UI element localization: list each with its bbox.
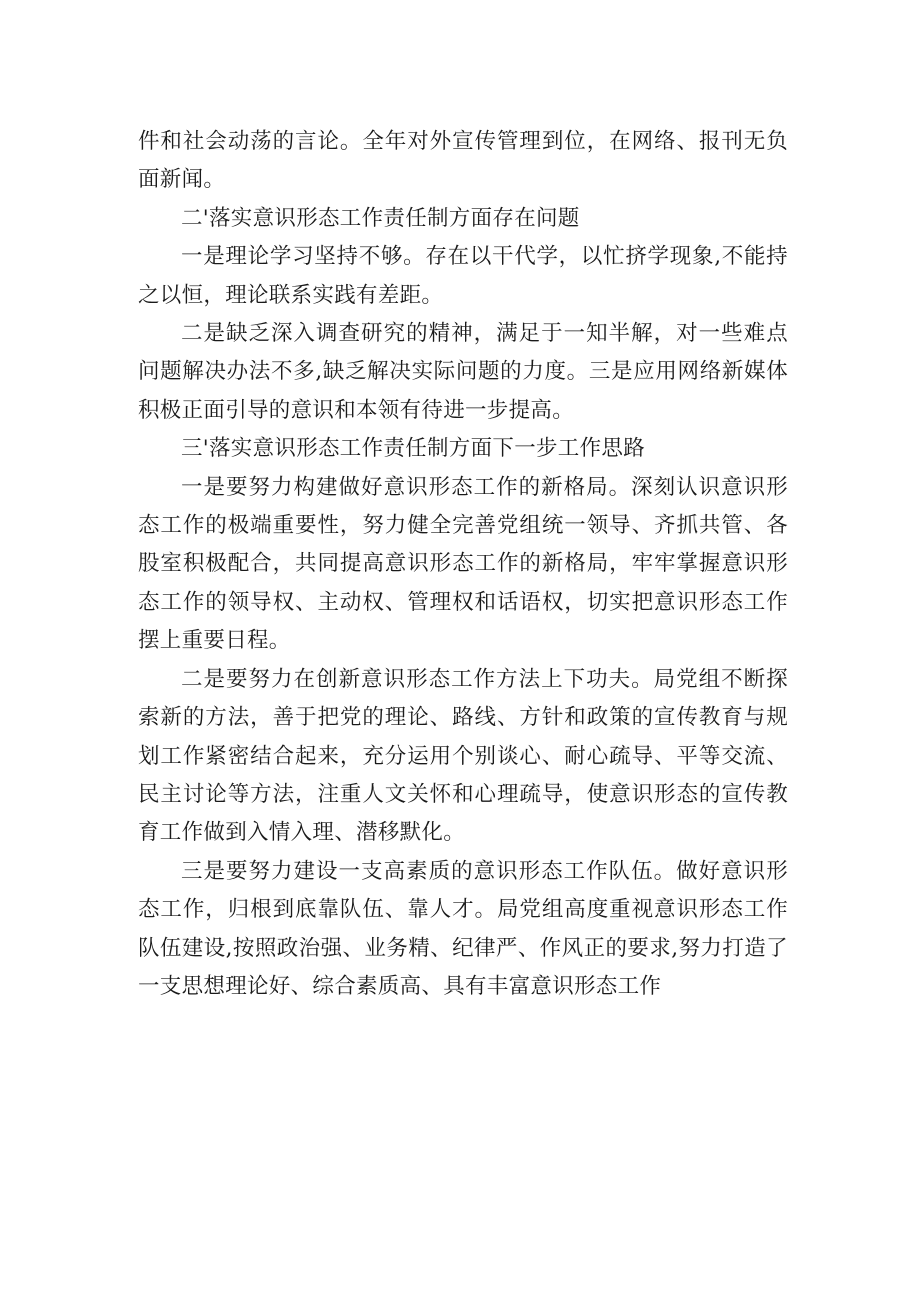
paragraph-6: 一是要努力构建做好意识形态工作的新格局。深刻认识意识形态工作的极端重要性，努力健全完善党组统一领导、齐抓共管、各股室积极配合，共同提高意识形态工作的新格局，牢牢掌握意识形态工作的领导权、主动权、管理权和话语权，切实把意识形态工作摆上重要日程。: [138, 474, 788, 654]
paragraph-4: 二是缺乏深入调查研究的精神，满足于一知半解，对一些难点问题解决办法不多,缺乏解决实际问题的力度。三是应用网络新媒体积极正面引导的意识和本领有待进一步提高。: [138, 321, 788, 423]
paragraph-3: 一是理论学习坚持不够。存在以干代学，以忙挤学现象,不能持之以恒，理论联系实践有差距。: [138, 244, 788, 308]
paragraph-7: 二是要努力在创新意识形态工作方法上下功夫。局党组不断探索新的方法，善于把党的理论、路线、方针和政策的宣传教育与规划工作紧密结合起来，充分运用个别谈心、耐心疏导、平等交流、民主讨论等方法，注重人文关怀和心理疏导，使意识形态的宣传教育工作做到入情入理、潜移默化。: [138, 666, 788, 846]
paragraph-1: 件和社会动荡的言论。全年对外宣传管理到位，在网络、报刊无负面新闻。: [138, 129, 788, 193]
section-heading-next-steps: 三'落实意识形态工作责任制方面下一步工作思路: [181, 436, 646, 462]
document-body: [138, 123, 788, 1006]
paragraph-8: 三是要努力建设一支高素质的意识形态工作队伍。做好意识形态工作，归根到底靠队伍、靠人才。局党组高度重视意识形态工作队伍建设,按照政治强、业务精、纪律严、作风正的要求,努力打造了一支思想理论好、综合素质高、具有丰富意识形态工作: [138, 858, 788, 999]
section-heading-problems: 二'落实意识形态工作责任制方面存在问题: [181, 205, 580, 231]
